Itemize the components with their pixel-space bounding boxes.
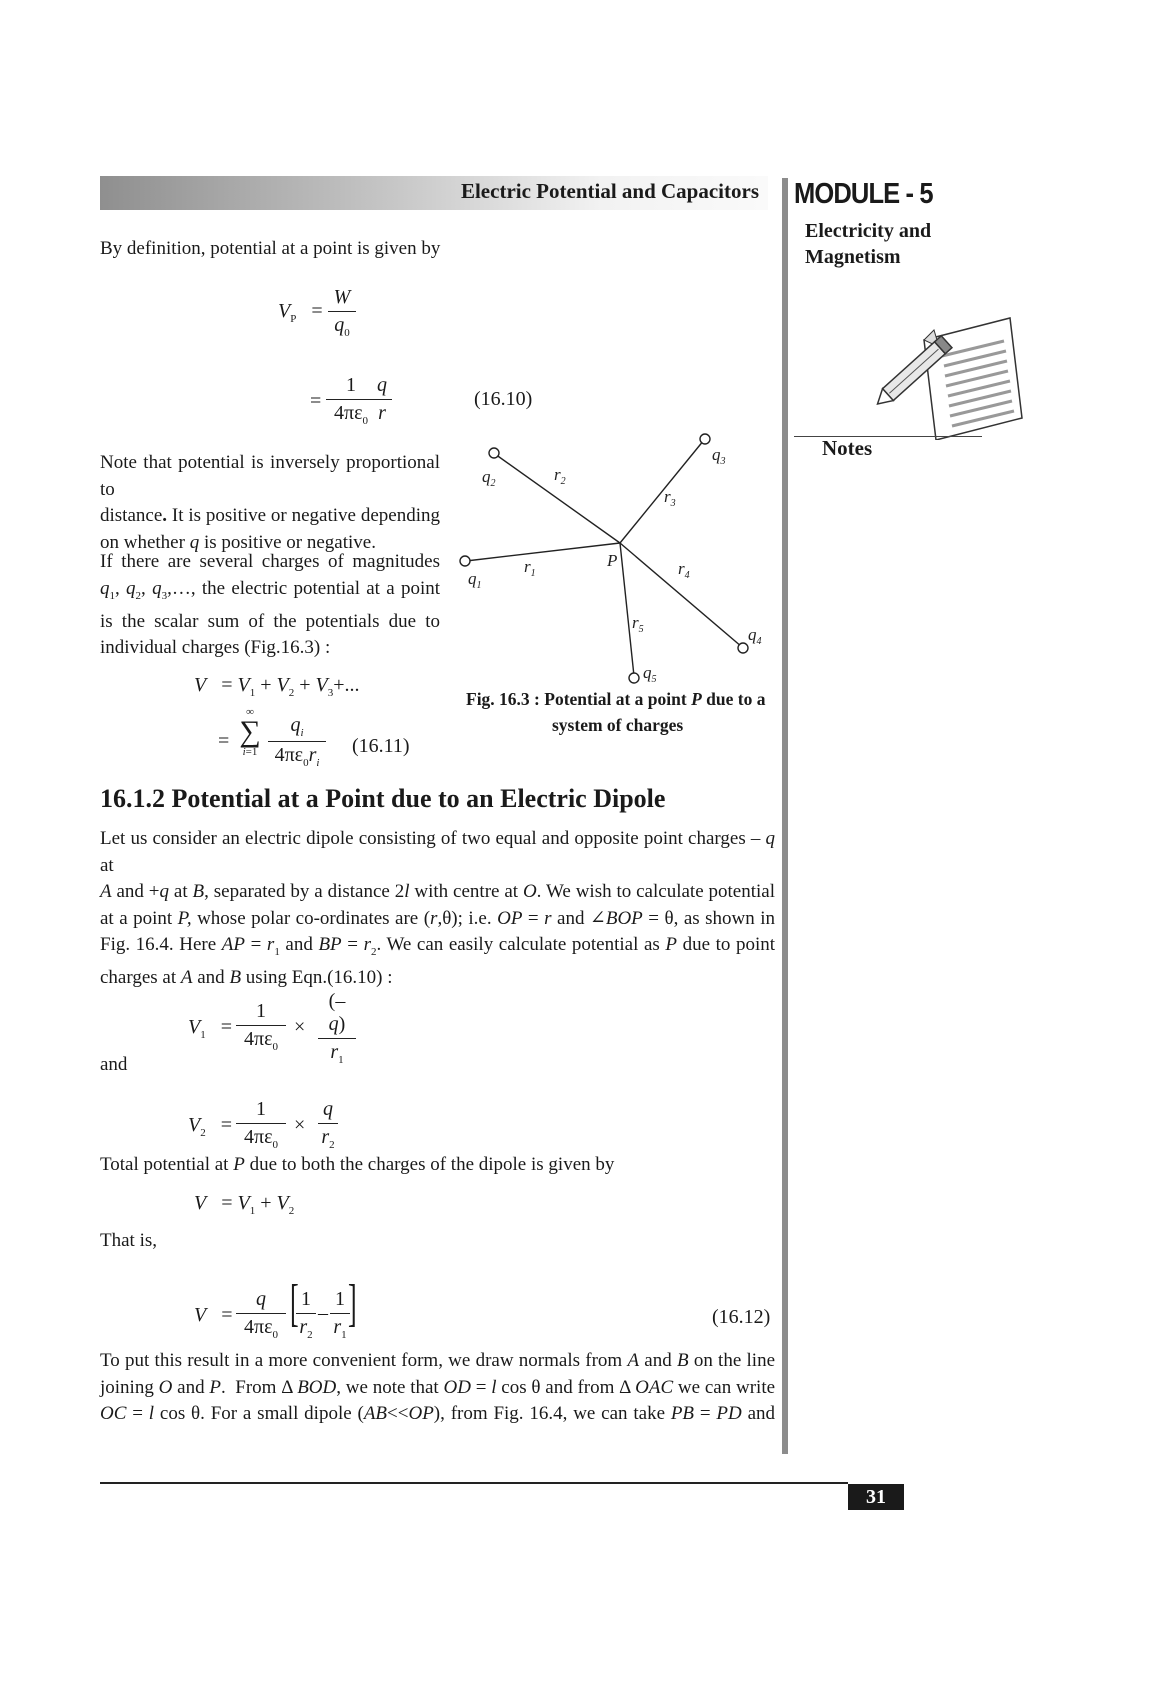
svg-text:q5: $q_5$ xyxy=(643,663,657,685)
chapter-header-band xyxy=(100,176,768,210)
page-number: 31 xyxy=(848,1484,904,1510)
equation-number-16-12: (16.12) xyxy=(712,1306,771,1328)
equation-summation-sign: = xyxy=(218,730,230,752)
equation-v-sum: $V = V_1 + V_2$ xyxy=(194,1192,295,1217)
fraction-qi-over-ri: $\frac{q_i}{4\pi\varepsilon_0r_i}$ xyxy=(268,714,326,769)
equation-coulomb-potential: = xyxy=(310,390,322,412)
fraction-minus-q-over-r1: $\frac{(-q)}{r_1}$ xyxy=(318,990,356,1066)
svg-text:r2: $r_2$ xyxy=(554,465,566,487)
footer-rule xyxy=(100,1482,848,1484)
fraction-w-over-q0: $\frac{W}{q_0}$ xyxy=(328,286,356,339)
definition-text: By definition, potential at a point is given by xyxy=(100,238,441,259)
superposition-paragraph: If there are several charges of magnitudes $q_1$, $q_2$, $q_3,\dots$, the electric potential at a point is the scalar sum of the potentials due to individual charges (Fig.16.3) : xyxy=(100,551,441,659)
svg-text:q1: $q_1$ xyxy=(468,569,482,591)
svg-text:q3: $q_3$ xyxy=(712,445,726,467)
fraction-coulomb-constant: $\frac{1}{4\pi\varepsilon_0}$ xyxy=(326,374,376,427)
equation-v2: $V_2$ = xyxy=(188,1114,232,1139)
times-sign-v2: × xyxy=(294,1114,306,1136)
fraction-v1-constant: $\frac{1}{4\pi\varepsilon_0}$ xyxy=(236,1000,286,1053)
svg-text:r5: $r_5$ xyxy=(632,613,644,635)
right-bracket: ] xyxy=(348,1275,357,1332)
margin-divider xyxy=(782,178,788,1454)
equation-dipole-potential: V = xyxy=(194,1304,233,1326)
svg-text:r4: $r_4$ xyxy=(678,559,690,581)
point-p-label: P xyxy=(607,551,618,570)
fraction-q-over-r2: $\frac{q}{r_2}$ xyxy=(318,1098,338,1151)
word-and: and xyxy=(100,1054,128,1075)
notes-label: Notes xyxy=(822,436,873,460)
equation-v1: $V_1$ = xyxy=(188,1016,232,1041)
equation-number-16-11: (16.11) xyxy=(352,735,410,757)
left-bracket: [ xyxy=(290,1275,299,1332)
module-subtitle: Electricity and Magnetism xyxy=(805,220,932,268)
equation-number-16-10: (16.10) xyxy=(474,388,533,410)
fraction-v2-constant: $\frac{1}{4\pi\varepsilon_0}$ xyxy=(236,1098,286,1151)
fraction-q-over-r: $\frac{q}{r}$ xyxy=(372,374,392,425)
module-title: MODULE - 5 xyxy=(794,178,933,210)
equation-sum-potentials: $V = V_1 + V_2 + V_3+$... xyxy=(194,674,360,699)
svg-text:r3: $r_3$ xyxy=(664,487,676,509)
figure-caption: Fig. 16.3 : Potential at a point P due to a system of charges xyxy=(466,689,766,735)
section-heading: 16.1.2 Potential at a Point due to an Electric Dipole xyxy=(100,784,666,813)
fraction-1-over-r2: $\frac{1}{r_2}$ xyxy=(296,1288,316,1341)
inverse-proportion-note: Note that potential is inversely proportional to distance. It is positive or negative depending on whether q is positive or negative. xyxy=(100,452,440,553)
svg-text:q4: $q_4$ xyxy=(748,625,762,647)
normals-paragraph: To put this result in a more convenient form, we draw normals from A and B on the line joining O and P. From Δ BOD, we note that OD = l cos θ and from Δ OAC we can write OC = l cos θ. For a small dipole (AB<<OP), from Fig. 16.4, we can take PB = PD and xyxy=(100,1350,776,1424)
fraction-1-over-r1: $\frac{1}{r_1}$ xyxy=(330,1288,350,1341)
figure-charges-diagram xyxy=(450,420,780,690)
chapter-title: Electric Potential and Capacitors xyxy=(460,179,759,203)
total-potential-text: Total potential at P due to both the charges of the dipole is given by xyxy=(100,1154,615,1175)
summation-symbol: ∞ ∑ i=1 xyxy=(239,706,261,758)
figure-caption-label: Fig. 16.3 : xyxy=(466,689,540,709)
svg-text:r1: $r_1$ xyxy=(524,557,536,579)
minus-sign: – xyxy=(318,1302,328,1324)
equation-vp: $V_P$ = xyxy=(278,300,323,325)
fraction-dipole-constant: $\frac{q}{4\pi\varepsilon_0}$ xyxy=(236,1288,286,1341)
times-sign-v1: × xyxy=(294,1016,306,1038)
dipole-intro-paragraph: Let us consider an electric dipole consisting of two equal and opposite point charges – q at A and +q at B, separated by a distance 2l with centre at O. We wish to calculate potential at a point P, whose polar co-ordinates are (r,θ); i.e. OP = r and ∠BOP = θ, as shown in Fig. 16.4. Here AP = $r_1$ and BP = $r_2$. We can easily calculate potential as P due to point charges at A and B using Eqn.(16.10) : xyxy=(100,828,776,989)
svg-text:q2: $q_2$ xyxy=(482,467,496,489)
that-is-text: That is, xyxy=(100,1230,157,1251)
notes-pencil-icon xyxy=(876,300,1026,440)
